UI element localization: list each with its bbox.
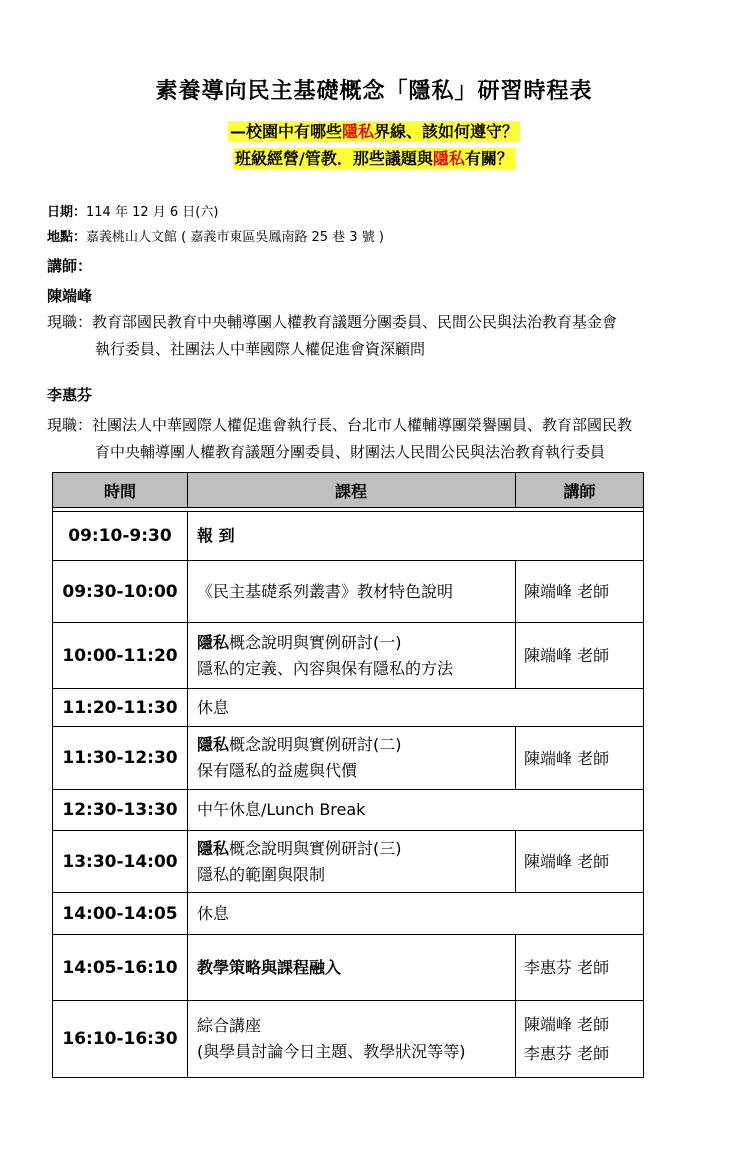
date-info: 日期：114 年 12 月 6 日(六) [47, 205, 219, 220]
lecturer-job-2: 現職：社團法人中華國際人權促進會執行長、台北市人權輔導團榮譽團員、教育部國民教 育中央輔導團人權教育議題分團委員、財團法人民間公民與法治教育執行委員 [47, 416, 633, 461]
header-teacher: 講師 [516, 473, 644, 508]
table-row: 12:30-13:30 中午休息/Lunch Break [53, 790, 644, 831]
table-row: 16:10-16:30 綜合講座 (與學員討論今日主題、教學狀況等等) 陳端峰 老師 李惠芬 老師 [53, 1001, 644, 1078]
table-row: 11:30-12:30 隱私概念說明與實例研討(二) 保有隱私的益處與代價 陳端峰 老師 [53, 727, 644, 790]
table-row: 13:30-14:00 隱私概念說明與實例研討(三) 隱私的範圍與限制 陳端峰 老師 [53, 831, 644, 893]
table-row: 09:30-10:00 《民主基礎系列叢書》教材特色說明 陳端峰 老師 [53, 561, 644, 623]
subtitle-line-2: 班級經營/管教．那些議題與隱私有關？ [235, 149, 513, 168]
page-title: 素養導向民主基礎概念「隱私」研習時程表 [155, 79, 593, 104]
table-row: 14:05-16:10 教學策略與課程融入 李惠芬 老師 [53, 935, 644, 1001]
table-row: 10:00-11:20 隱私概念說明與實例研討(一) 隱私的定義、內容與保有隱私的方法 陳端峰 老師 [53, 623, 644, 689]
table-row: 11:20-11:30 休息 [53, 689, 644, 727]
lecturer-job-1: 現職：教育部國民教育中央輔導團人權教育議題分團委員、民間公民與法治教育基金會 執行委員、社團法人中華國際人權促進會資深顧問 [47, 313, 618, 358]
lecturers-label: 講師： [47, 257, 93, 275]
schedule-table [52, 472, 644, 1078]
subtitle-line-1: —校園中有哪些隱私界線、該如何遵守？ [229, 122, 519, 141]
lecturer-name-1: 陳端峰 [47, 287, 93, 305]
header-time: 時間 [53, 473, 188, 508]
lecturer-name-2: 李惠芬 [47, 386, 93, 404]
place-info: 地點：嘉義桃山人文館 ( 嘉義市東區吳鳳南路 25 巷 3 號 ) [47, 230, 384, 245]
table-row: 14:00-14:05 休息 [53, 893, 644, 935]
table-row: 09:10-9:30 報 到 [53, 512, 644, 561]
table-header-row [53, 473, 644, 508]
header-course: 課程 [188, 473, 516, 508]
